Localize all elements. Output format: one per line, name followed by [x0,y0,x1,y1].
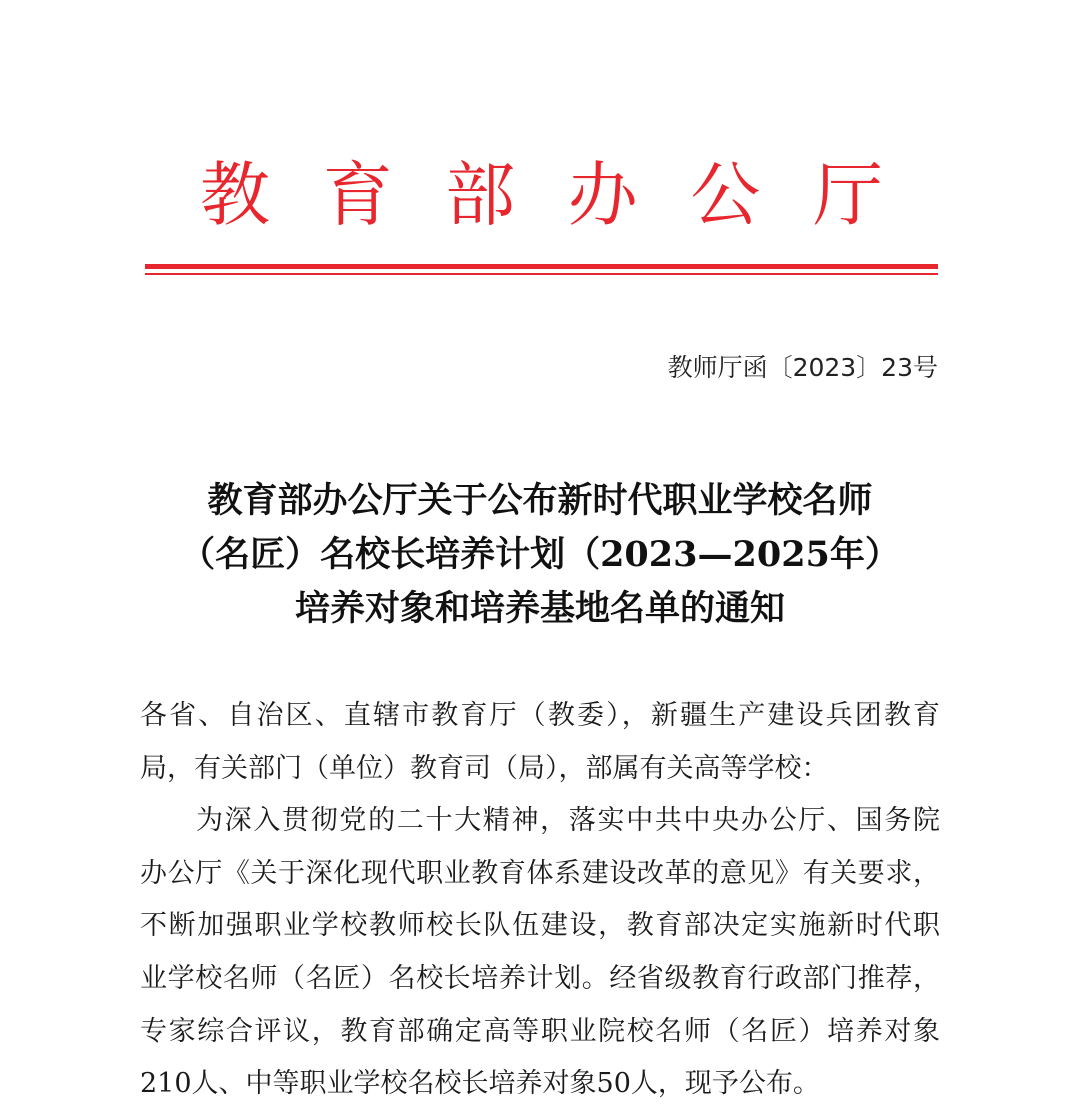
body-line: 专家综合评议，教育部确定高等职业院校名师（名匠）培养对象 [140,1015,940,1047]
masthead-char: 公 [690,154,761,236]
title-line: 培养对象和培养基地名单的通知 [294,588,785,629]
red-divider-thin [145,273,938,275]
body-line: 210人、中等职业学校名校长培养对象50人，现予公布。 [140,1068,820,1100]
masthead-char: 教 [200,154,270,236]
title-line: 教育部办公厅关于公布新时代职业学校名师 [207,480,873,521]
masthead [145,150,938,240]
document-body [140,690,940,1111]
body-line: 办公厅《关于深化现代职业教育体系建设改革的意见》有关要求， [140,857,940,889]
masthead-char: 厅 [812,154,883,236]
body-line: 各省、自治区、直辖市教育厅（教委），新疆生产建设兵团教育 [140,700,940,731]
red-divider-thick [145,264,938,269]
masthead-char: 办 [567,154,638,236]
document-number: 教师厅函〔2023〕23号 [667,353,938,382]
masthead-char: 部 [445,154,516,236]
masthead-char: 育 [322,154,393,236]
body-line: 为深入贯彻党的二十大精神，落实中共中央办公厅、国务院 [196,805,940,837]
document-title [140,474,940,636]
title-line: （名匠）名校长培养计划（2023—2025年） [180,534,900,575]
body-line: 业学校名师（名匠）名校长培养计划。经省级教育行政部门推荐， [140,962,940,994]
body-line: 不断加强职业学校教师校长队伍建设，教育部决定实施新时代职 [140,910,940,942]
body-line: 局，有关部门（单位）教育司（局），部属有关高等学校： [140,752,829,784]
